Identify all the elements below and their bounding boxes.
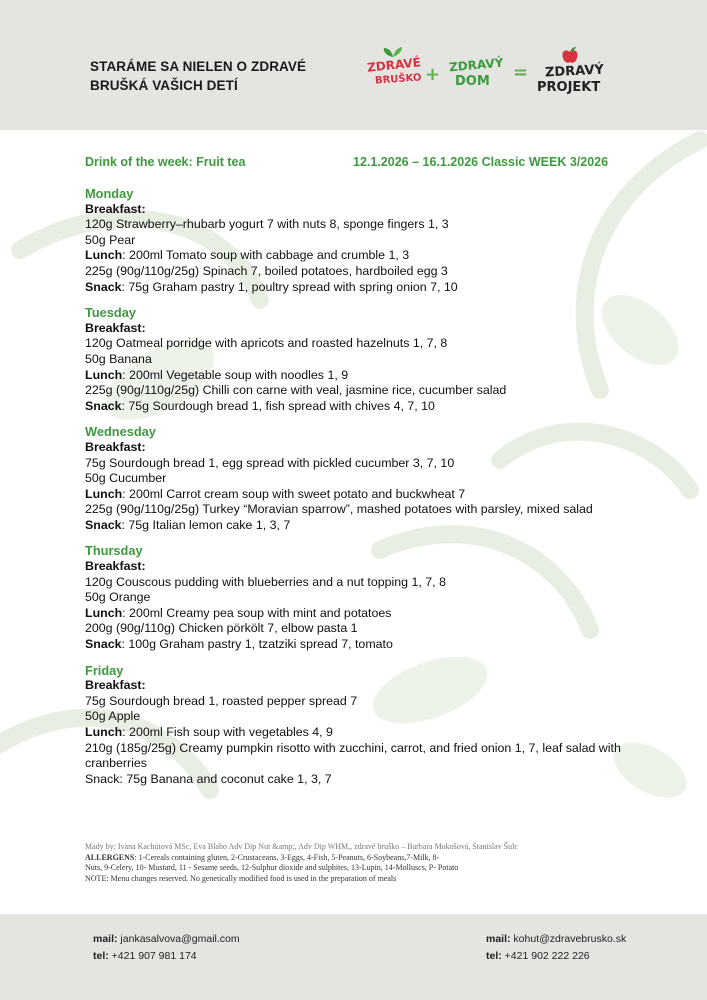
snack-line: Snack: 75g Italian lemon cake 1, 3, 7 xyxy=(85,517,291,532)
snack-line: Snack: 100g Graham pastry 1, tzatziki spread 7, tomato xyxy=(85,637,393,652)
logo2-line2: DOM xyxy=(455,74,490,89)
lunch-line: Lunch: 200ml Carrot cream soup with sweet potato and buckwheat 7 xyxy=(85,486,466,501)
menu-line: 50g Orange xyxy=(85,590,151,605)
menu-line: 75g Sourdough bread 1, egg spread with pickled cucumber 3, 7, 10 xyxy=(85,455,455,470)
logo2-line1: ZDRAVÝ xyxy=(448,55,504,75)
drink-of-week: Drink of the week: Fruit tea xyxy=(85,155,246,169)
made-by: Mady by: Ivana Kachútová MSc, Eva Blaho Adv Dip Nut &amp;, Adv Dip WHM,, zdravé bruško – Barbara Mokošová, Stanislav Šulc xyxy=(85,842,518,851)
weekly-menu xyxy=(85,186,645,787)
phone-link[interactable]: +421 907 981 174 xyxy=(108,950,197,962)
footer-notes xyxy=(85,842,625,884)
contact-right-mail: mail: kohut@zdravebrusko.sk xyxy=(486,933,627,945)
lunch-line: Lunch: 200ml Vegetable soup with noodles 1, 9 xyxy=(85,367,349,382)
menu-line: 50g Pear xyxy=(85,232,136,247)
allergens-line-2: Nuts, 9-Celery, 10- Mustard, 11 - Sesame seeds, 12-Sulphur dioxide and sulphites, 13-Lupin, 14-Molluscs, P- Potato xyxy=(85,863,459,872)
logo3-line1: ZDRAVÝ xyxy=(544,62,605,81)
logo-zdravy-dom xyxy=(445,46,505,106)
week-range: 12.1.2026 – 16.1.2026 Classic WEEK 3/2026 xyxy=(353,155,609,169)
menu-line: 75g Sourdough bread 1, roasted pepper spread 7 xyxy=(85,693,358,708)
logo-group xyxy=(365,46,625,106)
lunch-line: Lunch: 200ml Creamy pea soup with mint and potatoes xyxy=(85,605,392,620)
slogan xyxy=(90,57,306,95)
phone-link[interactable]: +421 902 222 226 xyxy=(501,950,590,962)
contact-right-tel: tel: +421 902 222 226 xyxy=(486,950,590,962)
menu-line: 120g Oatmeal porridge with apricots and roasted hazelnuts 1, 7, 8 xyxy=(85,336,448,351)
logo1-line1: ZDRAVÉ xyxy=(366,55,422,75)
menu-line: 50g Cucumber xyxy=(85,471,167,486)
footer-band xyxy=(0,914,707,1000)
menu-note: NOTE: Menu changes reserved. No genetically modified food is used in the preparation of meals xyxy=(85,873,397,883)
contact-left-tel: tel: +421 907 981 174 xyxy=(93,950,197,962)
breakfast-label: Breakfast: xyxy=(85,201,146,216)
day-title-tuesday: Tuesday xyxy=(85,305,136,321)
drink-week-line xyxy=(85,155,645,169)
slogan-line-2: BRUŠKÁ VAŠICH DETÍ xyxy=(90,78,238,93)
menu-line: 225g (90g/110g/25g) Chilli con carne with veal, jasmine rice, cucumber salad xyxy=(85,383,507,398)
snack-line: Snack: 75g Banana and coconut cake 1, 3, 7 xyxy=(85,771,332,786)
lunch-line: Lunch: 200ml Fish soup with vegetables 4, 9 xyxy=(85,725,333,739)
day-title-monday: Monday xyxy=(85,186,134,201)
day-title-friday: Friday xyxy=(85,662,124,678)
slogan-line-1: STARÁME SA NIELEN O ZDRAVÉ xyxy=(90,59,307,74)
breakfast-label: Breakfast: xyxy=(85,439,146,454)
breakfast-label: Breakfast: xyxy=(85,678,146,693)
menu-line: 200g (90g/110g) Chicken pörkölt 7, elbow pasta 1 xyxy=(85,621,358,636)
email-link[interactable]: kohut@zdravebrusko.sk xyxy=(510,933,627,945)
day-title-thursday: Thursday xyxy=(85,543,143,559)
logo3-line2: PROJEKT xyxy=(537,80,601,95)
allergens-line: ALLERGENS: 1-Cereals containing gluten, 2-Crustaceans, 3-Eggs, 4-Fish, 5-Peanuts, 6-Soybeans,7-Milk, 8- xyxy=(85,852,440,862)
menu-line: 210g (185g/25g) Creamy pumpkin risotto with zucchini, carrot, and fried onion 1, 7, leaf salad with cranberries xyxy=(85,740,621,771)
menu-line: 225g (90g/110g/25g) Turkey “Moravian sparrow”, mashed potatoes with parsley, mixed salad xyxy=(85,502,593,517)
equals-sign: = xyxy=(513,62,529,83)
menu-line: 120g Strawberry–rhubarb yogurt 7 with nuts 8, sponge fingers 1, 3 xyxy=(85,217,449,232)
breakfast-label: Breakfast: xyxy=(85,559,146,574)
breakfast-label: Breakfast: xyxy=(85,320,146,335)
menu-line: 50g Apple xyxy=(85,709,141,724)
snack-line: Snack: 75g Sourdough bread 1, fish spread with chives 4, 7, 10 xyxy=(85,398,435,413)
contact-left xyxy=(93,931,240,965)
snack-line: Snack: 75g Graham pastry 1, poultry spread with spring onion 7, 10 xyxy=(85,279,458,294)
contact-left-mail: mail: jankasalvova@gmail.com xyxy=(93,933,240,945)
lunch-line: Lunch: 200ml Tomato soup with cabbage and crumble 1, 3 xyxy=(85,248,410,263)
email-link[interactable]: jankasalvova@gmail.com xyxy=(117,933,240,945)
logo-zdravy-projekt xyxy=(535,46,625,106)
header-band xyxy=(0,0,707,130)
day-title-wednesday: Wednesday xyxy=(85,424,156,440)
menu-line: 225g (90g/110g/25g) Spinach 7, boiled potatoes, hardboiled egg 3 xyxy=(85,263,448,278)
logo-zdrave-brusko xyxy=(365,46,422,106)
plus-sign: + xyxy=(425,64,441,85)
logo1-line2: BRUŠKO xyxy=(374,72,422,87)
menu-line: 50g Banana xyxy=(85,351,152,366)
menu-line: 120g Couscous pudding with blueberries and a nut topping 1, 7, 8 xyxy=(85,574,446,589)
contact-right xyxy=(486,931,626,965)
